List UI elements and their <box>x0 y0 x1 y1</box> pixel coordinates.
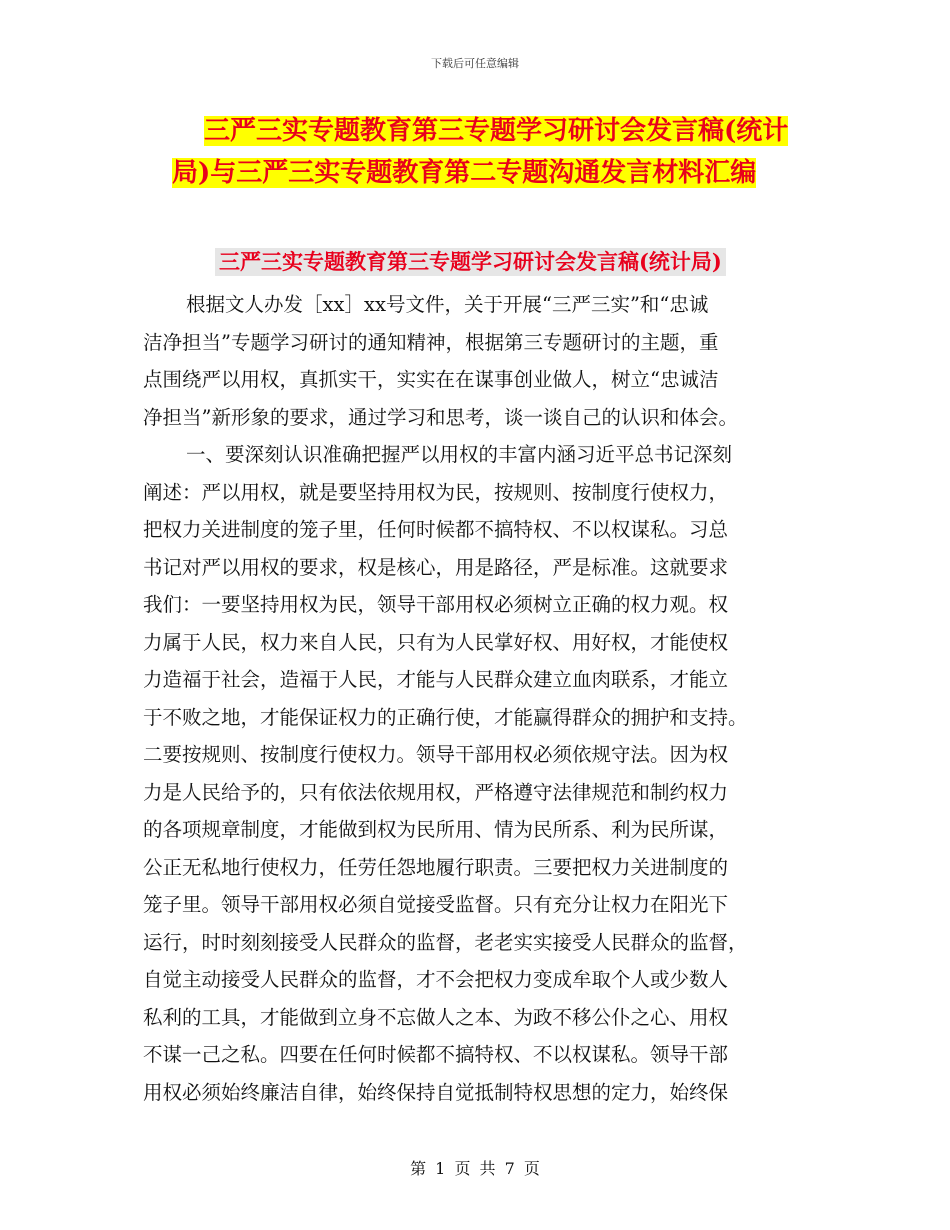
paragraph-line: 净担当”新形象的要求，通过学习和思考，谈一谈自己的认识和体会。 <box>143 405 738 429</box>
paragraph-line: 把权力关进制度的笼子里，任何时候都不搞特权、不以权谋私。习总 <box>143 518 729 541</box>
paragraph-line: 点围绕严以用权，真抓实干，实实在在谋事创业做人，树立“忠诚洁 <box>143 368 719 391</box>
page-header-note: 下载后可任意编辑 <box>431 57 519 70</box>
body-text <box>143 286 808 1111</box>
paragraph-line: 力造福于社会，造福于人民，才能与人民群众建立血肉联系，才能立 <box>143 668 729 691</box>
paragraph-line: 于不败之地，才能保证权力的正确行使，才能赢得群众的拥护和支持。 <box>143 705 748 729</box>
paragraph-line: 我们：一要坚持用权为民，领导干部用权必须树立正确的权力观。权 <box>143 593 729 616</box>
paragraph-line: 阐述：严以用权，就是要坚持用权为民，按规则、按制度行使权力， <box>143 480 729 504</box>
main-title-line-1: 三严三实专题教育第三专题学习研讨会发言稿(统计 <box>204 116 789 146</box>
page-number-footer: 第 1 页 共 7 页 <box>410 1159 540 1178</box>
paragraph-line: 私利的工具，才能做到立身不忘做人之本、为政不移公仆之心、用权 <box>143 1005 729 1029</box>
paragraph-line: 不谋一己之私。四要在任何时候都不搞特权、不以权谋私。领导干部 <box>143 1043 729 1066</box>
paragraph-line: 公正无私地行使权力，任劳任怨地履行职责。三要把权力关进制度的 <box>143 855 729 879</box>
paragraph-line: 的各项规章制度，才能做到权为民所用、情为民所系、利为民所谋， <box>143 818 729 841</box>
paragraph-line: 一、要深刻认识准确把握严以用权的丰富内涵习近平总书记深刻 <box>186 443 733 466</box>
paragraph-line: 自觉主动接受人民群众的监督，才不会把权力变成牟取个人或少数人 <box>143 968 729 991</box>
paragraph-line: 洁净担当”专题学习研讨的通知精神，根据第三专题研讨的主题，重 <box>143 330 719 354</box>
paragraph-line: 二要按规则、按制度行使权力。领导干部用权必须依规守法。因为权 <box>143 743 729 766</box>
main-title-line-2: 局)与三严三实专题教育第二专题沟通发言材料汇编 <box>172 158 757 188</box>
paragraph-line: 力是人民给予的，只有依法依规用权，严格遵守法律规范和制约权力 <box>143 780 729 804</box>
section-heading: 三严三实专题教育第三专题学习研讨会发言稿(统计局) <box>215 248 726 276</box>
document-main-title <box>172 110 812 194</box>
paragraph-line: 笼子里。领导干部用权必须自觉接受监督。只有充分让权力在阳光下 <box>143 893 729 916</box>
paragraph-line: 根据文人办发［xx］xx号文件，关于开展“三严三实”和“忠诚 <box>186 293 709 316</box>
paragraph-line: 书记对严以用权的要求，权是核心，用是路径，严是标准。这就要求 <box>143 555 729 579</box>
paragraph-line: 用权必须始终廉洁自律，始终保持自觉抵制特权思想的定力，始终保 <box>143 1080 729 1104</box>
paragraph-line: 运行，时时刻刻接受人民群众的监督，老老实实接受人民群众的监督， <box>143 930 748 954</box>
paragraph-line: 力属于人民，权力来自人民，只有为人民掌好权、用好权，才能使权 <box>143 630 729 654</box>
